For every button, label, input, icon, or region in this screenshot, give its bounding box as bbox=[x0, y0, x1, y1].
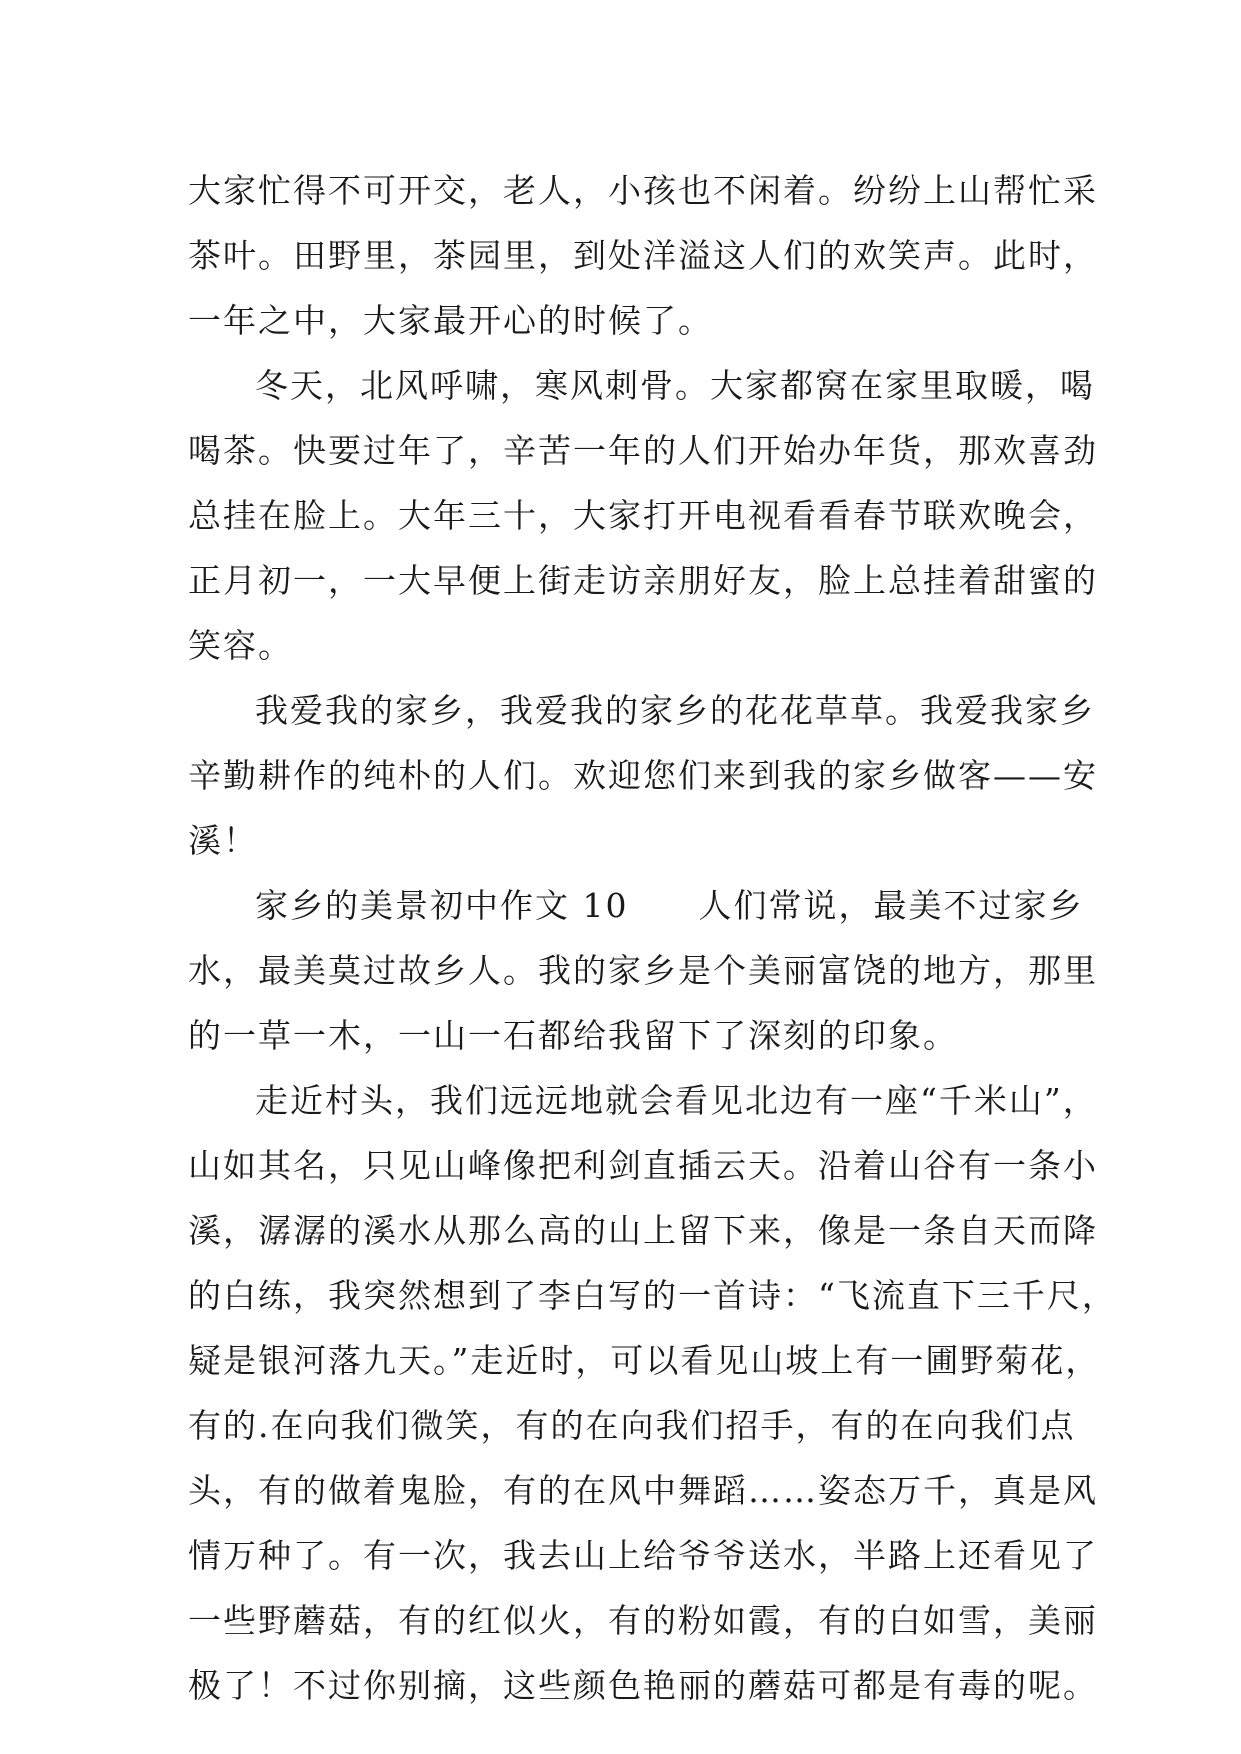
paragraph-start-love: 我爱我的家乡，我爱我的家乡的花花草草。我爱我家乡 bbox=[255, 691, 1095, 730]
essay-first-sentence: 人们常说，最美不过家乡 bbox=[698, 886, 1084, 925]
text-line: 喝茶。快要过年了，辛苦一年的人们开始办年货，那欢喜劲 bbox=[188, 431, 1098, 470]
essay-heading-line bbox=[188, 873, 1084, 938]
paragraph-start-village: 走近村头，我们远远地就会看见北边有一座“千米山”， bbox=[255, 1081, 1098, 1120]
text-line: 总挂在脸上。大年三十，大家打开电视看看春节联欢晚会， bbox=[188, 496, 1098, 535]
text-line: 头，有的做着鬼脸，有的在风中舞蹈……姿态万千，真是风 bbox=[188, 1471, 1098, 1510]
text-line: 茶叶。田野里，茶园里，到处洋溢这人们的欢笑声。此时， bbox=[188, 236, 1098, 275]
text-line: 溪，潺潺的溪水从那么高的山上留下来，像是一条自天而降 bbox=[188, 1211, 1098, 1250]
essay-body bbox=[188, 158, 1117, 1718]
text-line: 溪！ bbox=[188, 821, 258, 860]
text-line: 一年之中，大家最开心的时候了。 bbox=[188, 301, 713, 340]
text-line: 水，最美莫过故乡人。我的家乡是个美丽富饶的地方，那里 bbox=[188, 951, 1098, 990]
text-line: 的白练，我突然想到了李白写的一首诗：“飞流直下三千尺， bbox=[188, 1276, 1117, 1315]
text-line: 大家忙得不可开交，老人，小孩也不闲着。纷纷上山帮忙采 bbox=[188, 171, 1098, 210]
text-line: 情万种了。有一次，我去山上给爷爷送水，半路上还看见了 bbox=[188, 1536, 1098, 1575]
text-line: 一些野蘑菇，有的红似火，有的粉如霞，有的白如雪，美丽 bbox=[188, 1601, 1098, 1640]
text-line: 笑容。 bbox=[188, 626, 293, 665]
essay-title: 家乡的美景初中作文 10 bbox=[255, 886, 629, 925]
text-line: 有的.在向我们微笑，有的在向我们招手，有的在向我们点 bbox=[188, 1406, 1076, 1445]
text-line: 疑是银河落九天。”走近时，可以看见山坡上有一圃野菊花， bbox=[188, 1341, 1101, 1380]
text-line: 极了！不过你别摘，这些颜色艳丽的蘑菇可都是有毒的呢。 bbox=[188, 1666, 1098, 1705]
text-line: 山如其名，只见山峰像把利剑直插云天。沿着山谷有一条小 bbox=[188, 1146, 1098, 1185]
text-line: 辛勤耕作的纯朴的人们。欢迎您们来到我的家乡做客——安 bbox=[188, 756, 1098, 795]
paragraph-start-winter: 冬天，北风呼啸，寒风刺骨。大家都窝在家里取暖，喝 bbox=[255, 366, 1095, 405]
text-line: 的一草一木，一山一石都给我留下了深刻的印象。 bbox=[188, 1016, 958, 1055]
text-line: 正月初一，一大早便上街走访亲朋好友，脸上总挂着甜蜜的 bbox=[188, 561, 1098, 600]
